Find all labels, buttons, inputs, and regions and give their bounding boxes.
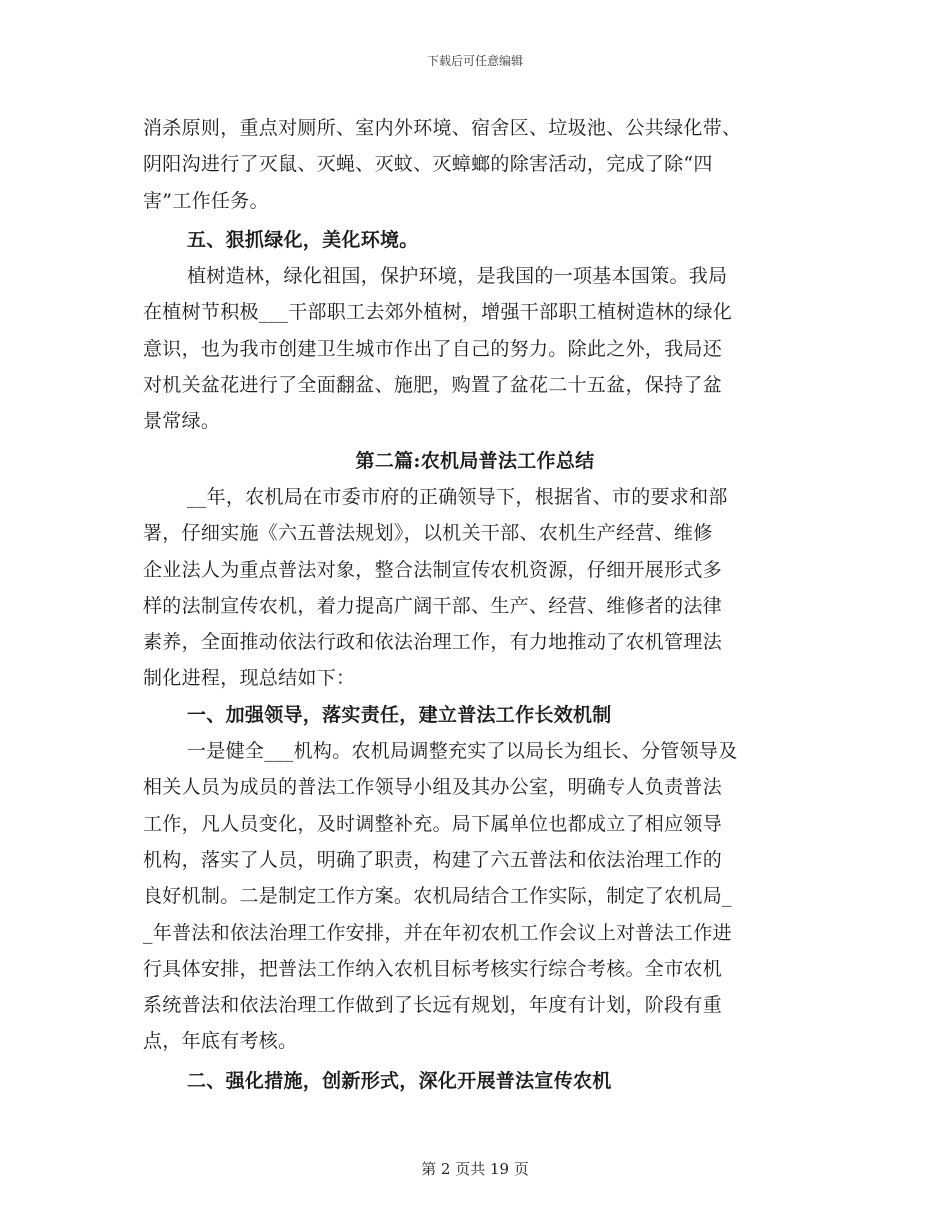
page-header: 下载后可任意编辑: [426, 54, 523, 68]
text-line: 植树造林，绿化祖国，保护环境，是我国的一项基本国策。我局: [187, 265, 728, 288]
page-footer: 第 2 页共 19 页: [421, 1160, 529, 1178]
text-line: 阴阳沟进行了灭鼠、灭蝇、灭蚊、灭蟑螂的除害活动，完成了除“四: [143, 153, 713, 176]
section-heading: 一、加强领导，落实责任，建立普法工作长效机制: [187, 703, 612, 726]
text-line: 点，年底有考核。: [143, 1030, 298, 1053]
text-line: 素养，全面推动依法行政和依法治理工作，有力地推动了农机管理法: [143, 631, 723, 654]
section-heading: 五、狠抓绿化，美化环境。: [187, 228, 419, 251]
text-line: 相关人员为成员的普法工作领导小组及其办公室，明确专人负责普法: [143, 776, 723, 799]
text-line: 样的法制宣传农机，着力提高广阔干部、生产、经营、维修者的法律: [143, 594, 723, 617]
document-title: 第二篇:农机局普法工作总结: [355, 449, 595, 472]
text-line: 制化进程，现总结如下：: [143, 667, 356, 690]
document-body: [143, 110, 807, 1099]
text-line: 景常绿。: [143, 410, 221, 433]
text-line: 在植树节积极___干部职工去郊外植树，增强干部职工植树造林的绿化: [143, 301, 733, 324]
text-line: 一是健全___机构。农机局调整充实了以局长为组长、分管领导及: [187, 740, 738, 763]
text-line: 工作，凡人员变化，及时调整补充。局下属单位也都成立了相应领导: [143, 812, 723, 835]
text-line: 企业法人为重点普法对象，整合法制宣传农机资源，仔细开展形式多: [143, 558, 723, 581]
text-line: 行具体安排，把普法工作纳入农机目标考核实行综合考核。全市农机: [143, 957, 723, 980]
text-line: 机构，落实了人员，明确了职责，构建了六五普法和依法治理工作的: [143, 848, 723, 871]
text-line: 对机关盆花进行了全面翻盆、施肥，购置了盆花二十五盆，保持了盆: [143, 374, 723, 397]
text-line: 意识，也为我市创建卫生城市作出了自己的努力。除此之外，我局还: [143, 337, 723, 360]
text-line: __年，农机局在市委市府的正确领导下，根据省、市的要求和部: [187, 485, 728, 508]
text-line: 系统普法和依法治理工作做到了长远有规划，年度有计划，阶段有重: [143, 994, 723, 1017]
text-line: 害”工作任务。: [143, 189, 269, 212]
text-line: _年普法和依法治理工作安排，并在年初农机工作会议上对普法工作进: [143, 921, 732, 944]
text-line: 良好机制。二是制定工作方案。农机局结合工作实际，制定了农机局_: [143, 885, 732, 908]
section-heading: 二、强化措施，创新形式，深化开展普法宣传农机: [187, 1069, 612, 1092]
text-line: 消杀原则，重点对厕所、室内外环境、宿舍区、垃圾池、公共绿化带、: [143, 117, 742, 139]
text-line: 署，仔细实施《六五普法规划》，以机关干部、农机生产经营、维修: [143, 522, 713, 545]
